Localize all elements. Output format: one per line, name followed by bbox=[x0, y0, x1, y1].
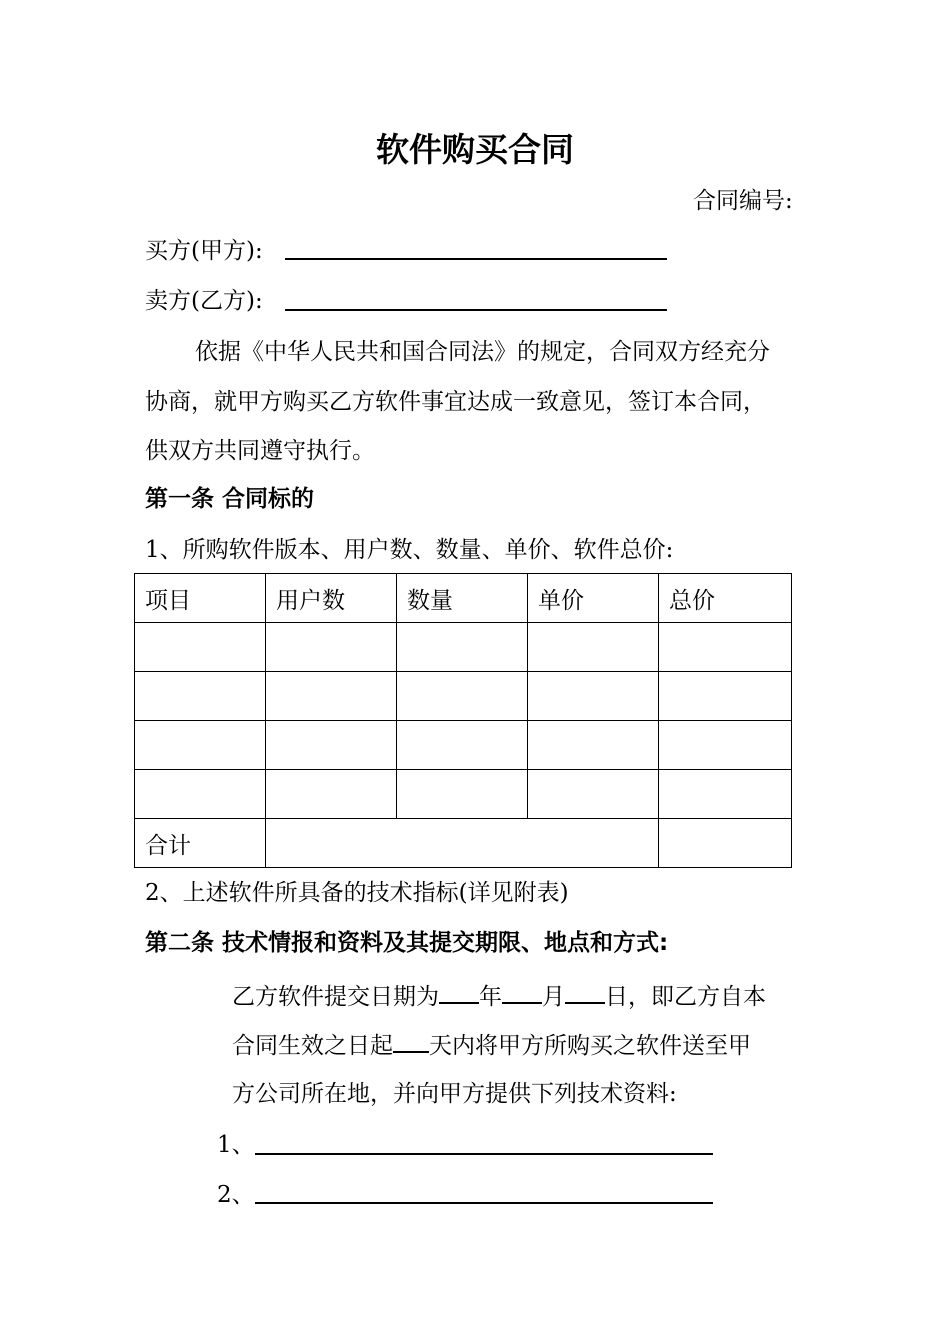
table-cell[interactable] bbox=[135, 623, 266, 672]
table-row bbox=[135, 770, 792, 819]
article-2-line-3: 方公司所在地，并向甲方提供下列技术资料: bbox=[232, 1081, 677, 1107]
article-2-heading: 第二条 技术情报和资料及其提交期限、地点和方式: bbox=[145, 930, 669, 956]
list-item-2-number: 2、 bbox=[217, 1182, 255, 1208]
table-header-row bbox=[135, 574, 792, 623]
list-item-1-number: 1、 bbox=[217, 1132, 255, 1158]
seller-label: 卖方(乙方): bbox=[145, 288, 263, 314]
delivery-text: 天内将甲方所购买之软件送至甲 bbox=[429, 1033, 751, 1059]
article-1-heading: 第一条 合同标的 bbox=[145, 486, 315, 512]
header-users: 用户数 bbox=[266, 574, 397, 623]
table-cell[interactable] bbox=[266, 623, 397, 672]
year-blank[interactable] bbox=[439, 980, 479, 1004]
table-cell[interactable] bbox=[528, 623, 659, 672]
table-cell[interactable] bbox=[659, 770, 792, 819]
intro-line-1: 依据《中华人民共和国合同法》的规定，合同双方经充分 bbox=[195, 339, 770, 365]
table-cell[interactable] bbox=[397, 672, 528, 721]
buyer-label: 买方(甲方): bbox=[145, 238, 263, 264]
table-cell[interactable] bbox=[659, 721, 792, 770]
buyer-blank-line[interactable] bbox=[285, 258, 667, 260]
header-item: 项目 bbox=[135, 574, 266, 623]
table-cell[interactable] bbox=[135, 770, 266, 819]
article-1-item-2: 2、上述软件所具备的技术指标(详见附表) bbox=[145, 880, 569, 906]
table-cell[interactable] bbox=[528, 721, 659, 770]
table-cell[interactable] bbox=[528, 770, 659, 819]
article-2-line-2 bbox=[232, 1029, 751, 1061]
header-quantity: 数量 bbox=[397, 574, 528, 623]
table-cell[interactable] bbox=[659, 672, 792, 721]
seller-blank-line[interactable] bbox=[285, 309, 667, 311]
delivery-date-text: 乙方软件提交日期为 bbox=[232, 984, 439, 1010]
contract-number-label: 合同编号: bbox=[693, 188, 793, 214]
table-row bbox=[135, 672, 792, 721]
table-cell[interactable] bbox=[135, 721, 266, 770]
purchase-table bbox=[134, 573, 792, 868]
day-label: 日，即乙方自本 bbox=[605, 984, 766, 1010]
month-blank[interactable] bbox=[502, 980, 542, 1004]
article-2-line-1 bbox=[232, 980, 766, 1012]
header-total-price: 总价 bbox=[659, 574, 792, 623]
total-value-cell[interactable] bbox=[659, 819, 792, 868]
table-cell[interactable] bbox=[659, 623, 792, 672]
table-cell[interactable] bbox=[397, 623, 528, 672]
total-merged-cell[interactable] bbox=[266, 819, 659, 868]
effective-date-text: 合同生效之日起 bbox=[232, 1033, 393, 1059]
total-label: 合计 bbox=[135, 819, 266, 868]
table-cell[interactable] bbox=[266, 721, 397, 770]
article-1-item-1: 1、所购软件版本、用户数、数量、单价、软件总价: bbox=[145, 537, 674, 563]
header-unit-price: 单价 bbox=[528, 574, 659, 623]
table-cell[interactable] bbox=[397, 770, 528, 819]
day-blank[interactable] bbox=[565, 980, 605, 1004]
table-row bbox=[135, 623, 792, 672]
table-total-row bbox=[135, 819, 792, 868]
document-title: 软件购买合同 bbox=[376, 130, 574, 169]
days-blank[interactable] bbox=[393, 1029, 429, 1053]
table-cell[interactable] bbox=[528, 672, 659, 721]
table-cell[interactable] bbox=[266, 770, 397, 819]
list-item-2-blank[interactable] bbox=[255, 1202, 713, 1204]
table-row bbox=[135, 721, 792, 770]
intro-line-2: 协商，就甲方购买乙方软件事宜达成一致意见，签订本合同， bbox=[145, 389, 766, 415]
list-item-1-blank[interactable] bbox=[255, 1153, 713, 1155]
month-label: 月 bbox=[542, 984, 565, 1010]
table-cell[interactable] bbox=[135, 672, 266, 721]
intro-line-3: 供双方共同遵守执行。 bbox=[145, 438, 375, 464]
table-cell[interactable] bbox=[266, 672, 397, 721]
table-cell[interactable] bbox=[397, 721, 528, 770]
year-label: 年 bbox=[479, 984, 502, 1010]
